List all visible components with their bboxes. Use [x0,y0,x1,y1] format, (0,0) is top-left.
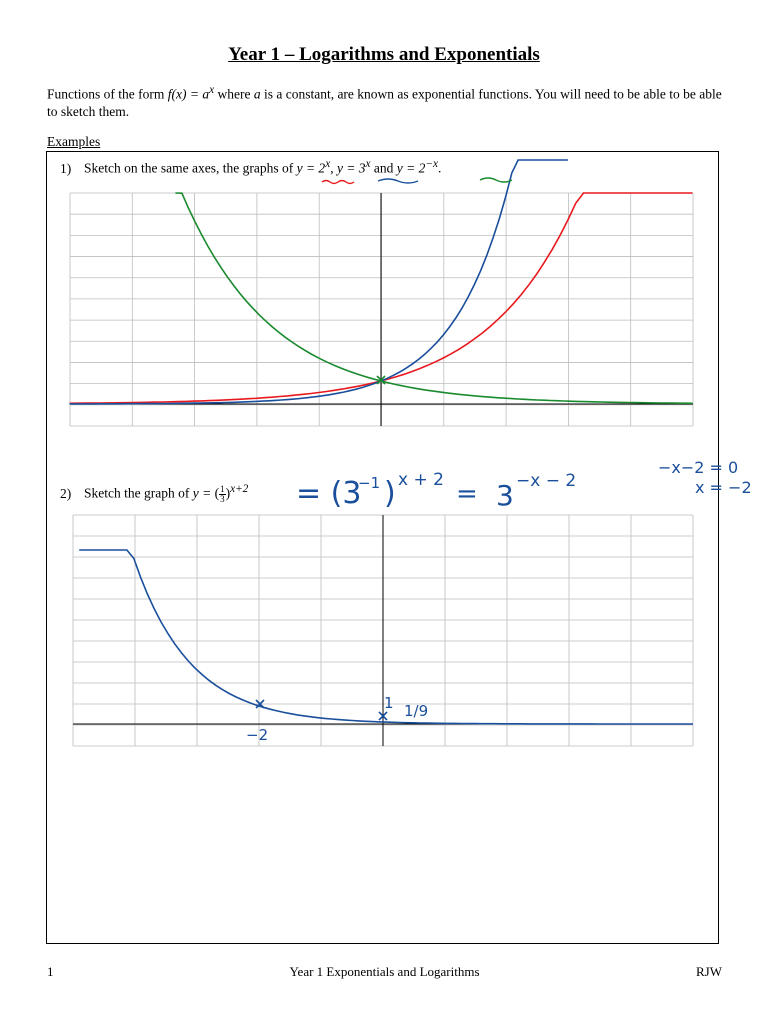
hw-equals: = [456,479,478,509]
intro-fx-exponent: x [209,84,215,96]
handwritten-working [296,458,752,512]
chart-2 [73,515,693,746]
intro-a: a [253,86,261,102]
hw-inner-exp: −1 [358,474,381,492]
hw-result-exp: −x − 2 [516,471,577,491]
question-2-text: Sketch the graph of [84,485,193,501]
hw-outer-exp: x + 2 [398,470,444,490]
footer-page-number: 1 [47,964,54,979]
intro-fx: f(x) = a [167,86,210,102]
intro-text-2: where [214,86,254,102]
question-1-end: . [438,160,442,176]
intro-text-1: Functions of the form [47,86,168,102]
hw-side-line-1: −x−2 = 0 [658,458,739,477]
question-1-eq1-exp: x [325,158,331,170]
hw-side-line-2: x = −2 [695,478,752,497]
examples-heading: Examples [47,134,101,149]
hw-result-base: 3 [496,479,514,512]
question-1-eq2-exp: x [365,158,371,170]
fraction-denominator: 3 [220,493,225,504]
blue-underline-mark [378,179,418,183]
question-1-number: 1) [60,160,72,176]
footer-title: Year 1 Exponentials and Logarithms [289,964,480,979]
green-underline-mark [480,178,512,182]
question-1-eq2: y = 3 [336,160,366,176]
hw-close-paren: ) [384,476,396,511]
chart-1-series-3x [70,160,568,404]
question-1-sep1: , [330,160,337,176]
chart-1 [70,160,694,426]
chart-1-series-2-neg-x [175,193,692,403]
question-1-sep2: and [370,160,397,176]
question-2-eq: y = [192,485,215,501]
question-2-number: 2) [60,485,72,501]
footer-author: RJW [696,964,722,979]
page-title: Year 1 – Logarithms and Exponentials [228,44,540,65]
question-1-eq1: y = 2 [296,160,326,176]
intro-text-3: is a constant, are known as exponential functions. You will need to be able to be able to sketch them. [47,86,722,119]
question-1-eq3-exp: −x [425,158,438,170]
red-underline-mark [322,181,354,184]
question-2: 2) Sketch the graph of y = ( $\frac{1}{3}$ )$^{x+2}$ [60,483,249,504]
fraction-numerator: 1 [220,483,225,494]
question-2-exp: x+2 [230,483,249,495]
hw-rewrite-base: = (3 [296,476,362,511]
label-one: 1 [384,694,394,712]
question-1-eq3: y = 2 [396,160,426,176]
question-1-text: Sketch on the same axes, the graphs of [84,160,297,176]
label-minus-2: −2 [246,726,269,744]
label-ninth: 1/9 [404,702,429,720]
